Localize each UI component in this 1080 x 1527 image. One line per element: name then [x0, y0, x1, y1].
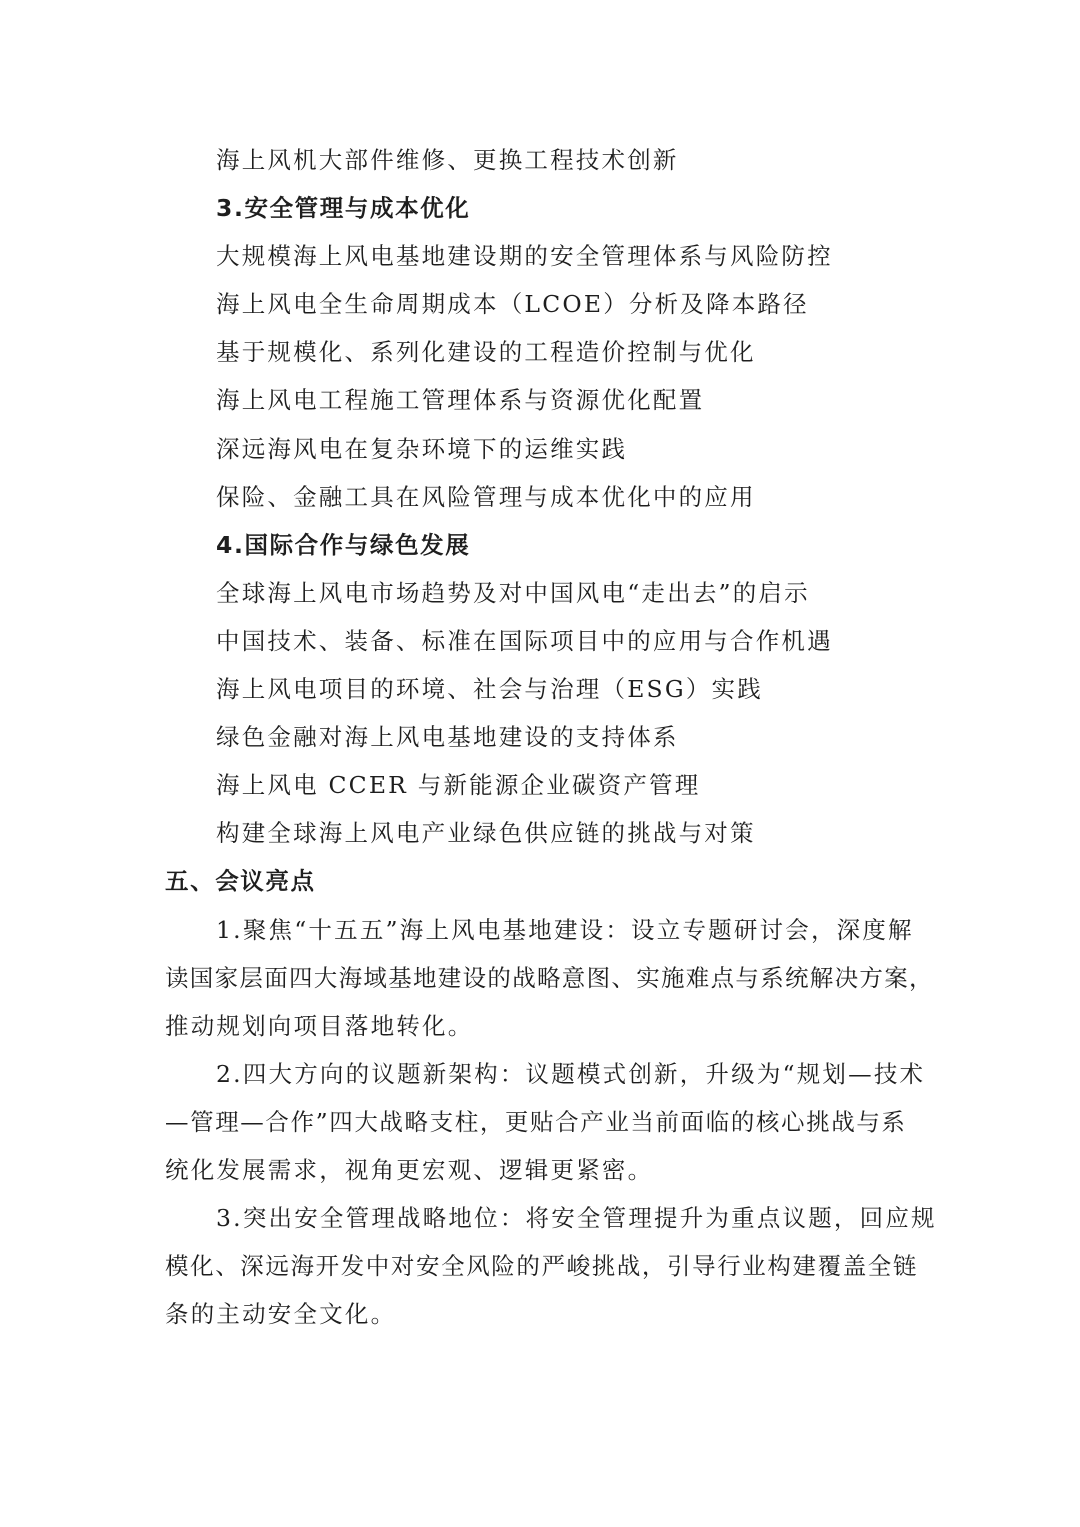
list-item: 全球海上风电市场趋势及对中国风电“走出去”的启示: [216, 578, 810, 607]
list-item: 海上风机大部件维修、更换工程技术创新: [216, 146, 679, 174]
paragraph-line: 2.四大方向的议题新架构：议题模式创新，升级为“规划—技术: [216, 1059, 926, 1088]
paragraph-line: 条的主动安全文化。: [165, 1300, 397, 1329]
list-item: 海上风电全生命周期成本（LCOE）分析及降本路径: [216, 290, 809, 319]
section-heading-highlights: 五、会议亮点: [165, 867, 316, 896]
paragraph-line: 模化、深远海开发中对安全风险的严峻挑战，引导行业构建覆盖全链: [165, 1252, 918, 1281]
highlight-paragraph-3: [165, 1194, 937, 1338]
paragraph-line: 3.突出安全管理战略地位：将安全管理提升为重点议题，回应规: [216, 1204, 937, 1233]
document-page: [165, 136, 937, 1338]
paragraph-line: 读国家层面四大海域基地建设的战略意图、实施难点与系统解决方案，: [165, 963, 934, 992]
list-item: 基于规模化、系列化建设的工程造价控制与优化: [216, 338, 756, 367]
list-item: 海上风电工程施工管理体系与资源优化配置: [216, 386, 705, 415]
list-item: 构建全球海上风电产业绿色供应链的挑战与对策: [216, 819, 756, 848]
subsection-heading-international-green: 4.国际合作与绿色发展: [216, 530, 471, 559]
list-item: 保险、金融工具在风险管理与成本优化中的应用: [216, 482, 756, 511]
highlight-paragraph-2: [165, 1050, 930, 1194]
paragraph-line: 统化发展需求，视角更宏观、逻辑更紧密。: [165, 1155, 654, 1184]
highlight-paragraph-1: [165, 906, 934, 1050]
list-item: 海上风电项目的环境、社会与治理（ESG）实践: [216, 675, 763, 704]
paragraph-line: 推动规划向项目落地转化。: [165, 1011, 474, 1040]
list-item: 海上风电 CCER 与新能源企业碳资产管理: [216, 771, 701, 800]
subsection-heading-safety-cost: 3.安全管理与成本优化: [216, 194, 471, 223]
paragraph-line: 1.聚焦“十五五”海上风电基地建设：设立专题研讨会，深度解: [216, 915, 914, 944]
list-item: 绿色金融对海上风电基地建设的支持体系: [216, 723, 679, 752]
list-item: 大规模海上风电基地建设期的安全管理体系与风险防控: [216, 242, 833, 271]
list-item: 中国技术、装备、标准在国际项目中的应用与合作机遇: [216, 626, 833, 655]
list-item: 深远海风电在复杂环境下的运维实践: [216, 434, 628, 463]
paragraph-line: —管理—合作”四大战略支柱，更贴合产业当前面临的核心挑战与系: [165, 1107, 907, 1136]
